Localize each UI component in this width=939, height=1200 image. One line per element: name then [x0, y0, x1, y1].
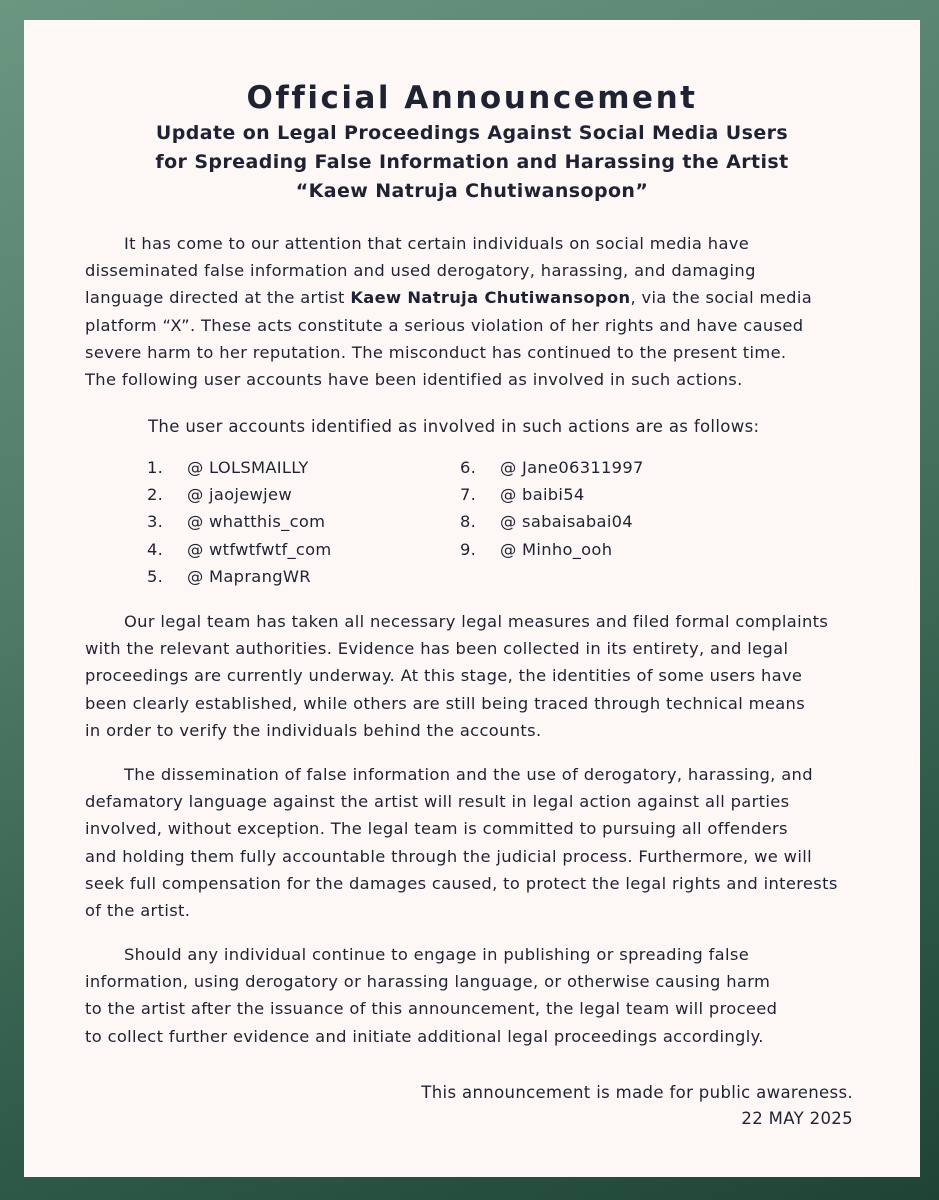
artist-name-bold: Kaew Natruja Chutiwansopon	[350, 288, 631, 308]
paragraph-line: with the relevant authorities. Evidence has been collected in its entirety, and legal	[85, 639, 789, 659]
closing-statement: This announcement is made for public awareness.	[421, 1083, 853, 1102]
announcement-title: Official Announcement	[246, 80, 698, 116]
account-number: 3.	[147, 512, 164, 532]
paragraph-intro	[85, 230, 865, 393]
account-number: 8.	[460, 512, 477, 532]
account-handle: @ sabaisabai04	[500, 512, 633, 532]
account-number: 9.	[460, 539, 477, 559]
account-item	[460, 454, 644, 481]
announcement-subtitle	[24, 119, 920, 206]
paragraph-line: Should any individual continue to engage in publishing or spreading false	[124, 945, 750, 964]
announcement-date: 22 MAY 2025	[741, 1109, 853, 1128]
paragraph-line: information, using derogatory or harassing language, or otherwise causing harm	[85, 972, 771, 992]
account-handle: @ MaprangWR	[187, 566, 311, 586]
account-handle: @ LOLSMAILLY	[187, 458, 309, 477]
paragraph-line: severe harm to her reputation. The misconduct has continued to the present time.	[85, 342, 787, 362]
paragraph-line	[85, 284, 865, 311]
account-handle: @ Jane06311997	[500, 458, 644, 477]
paragraph-text: language directed at the artist	[85, 288, 351, 308]
paragraph-line: The dissemination of false information and the use of derogatory, harassing, and	[124, 765, 813, 784]
paragraph-text: , via the social media	[630, 288, 813, 308]
account-number: 5.	[147, 566, 164, 586]
accounts-list-right	[460, 454, 644, 563]
paragraph-line: platform “X”. These acts constitute a serious violation of her rights and have caused	[85, 315, 804, 335]
paragraph-warning	[85, 941, 865, 1050]
paragraph-line: involved, without exception. The legal team is committed to pursuing all offenders	[85, 819, 788, 839]
account-item	[147, 563, 332, 590]
announcement-card	[24, 20, 920, 1177]
subtitle-line: for Spreading False Information and Harassing the Artist	[155, 151, 789, 173]
account-handle: @ baibi54	[500, 485, 585, 505]
account-number: 2.	[147, 485, 164, 505]
paragraph-line: seek full compensation for the damages caused, to protect the legal rights and interests	[85, 873, 838, 893]
account-item	[460, 536, 644, 563]
paragraph-line: to collect further evidence and initiate additional legal proceedings accordingly.	[85, 1026, 764, 1046]
paragraph-line: defamatory language against the artist will result in legal action against all parties	[85, 792, 790, 812]
account-handle: @ whatthis_com	[187, 512, 326, 532]
paragraph-line: in order to verify the individuals behind the accounts.	[85, 720, 542, 740]
account-handle: @ wtfwtfwtf_com	[187, 539, 332, 559]
account-handle: @ Minho_ooh	[500, 539, 613, 559]
account-item	[147, 536, 332, 563]
account-number: 4.	[147, 539, 164, 559]
account-item	[147, 454, 332, 481]
accounts-intro: The user accounts identified as involved in such actions are as follows:	[148, 417, 760, 436]
paragraph-line: The following user accounts have been identified as involved in such actions.	[85, 370, 743, 390]
paragraph-line: of the artist.	[85, 901, 191, 921]
subtitle-artist-name: “Kaew Natruja Chutiwansopon”	[295, 180, 649, 202]
account-handle: @ jaojewjew	[187, 485, 292, 505]
paragraph-line: to the artist after the issuance of this announcement, the legal team will proceed	[85, 999, 778, 1019]
paragraph-line: It has come to our attention that certain individuals on social media have	[124, 234, 750, 253]
account-item	[147, 481, 332, 508]
paragraph-line: disseminated false information and used derogatory, harassing, and damaging	[85, 261, 756, 281]
closing-block	[421, 1080, 853, 1132]
account-item	[460, 508, 644, 535]
paragraph-legal-measures	[85, 608, 865, 744]
paragraph-line: proceedings are currently underway. At this stage, the identities of some users have	[85, 666, 803, 686]
account-item	[147, 508, 332, 535]
paragraph-line: Our legal team has taken all necessary legal measures and filed formal complaints	[124, 612, 829, 631]
paragraph-line: and holding them fully accountable through the judicial process. Furthermore, we will	[85, 846, 812, 866]
account-number: 1.	[147, 458, 164, 477]
paragraph-line: been clearly established, while others are still being traced through technical means	[85, 693, 806, 713]
accounts-list-left	[147, 454, 332, 590]
account-item	[460, 481, 644, 508]
paragraph-consequences	[85, 761, 865, 924]
subtitle-line: Update on Legal Proceedings Against Social Media Users	[155, 122, 789, 144]
account-number: 6.	[460, 458, 477, 477]
account-number: 7.	[460, 485, 477, 505]
